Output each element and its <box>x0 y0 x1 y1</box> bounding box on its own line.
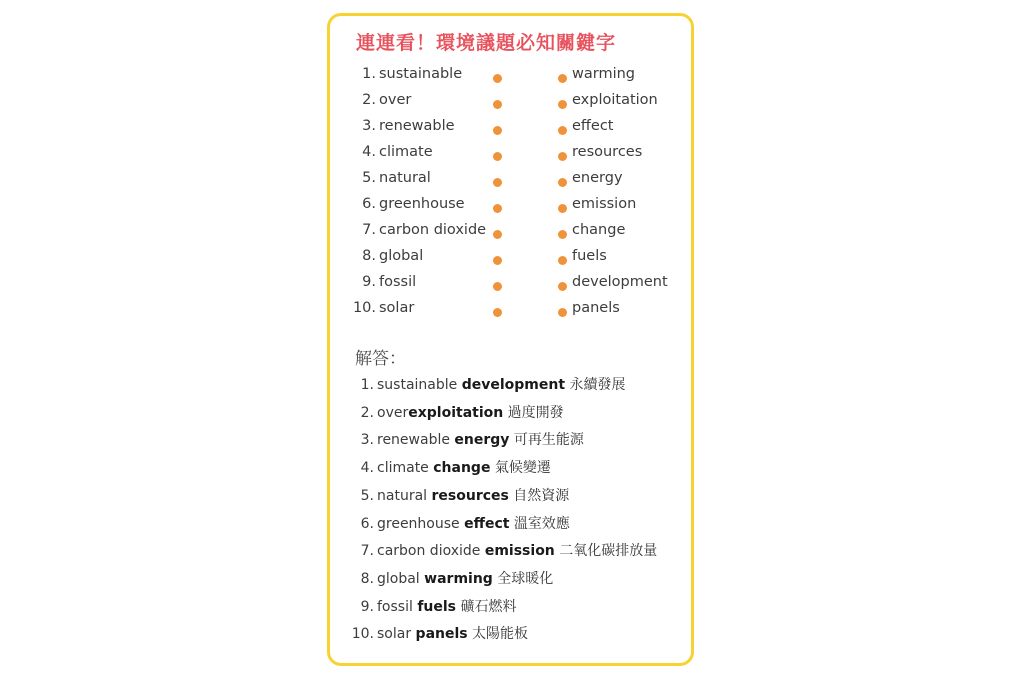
item-number: 1. <box>362 66 376 82</box>
answer-word: change <box>433 460 491 477</box>
answer-prefix: greenhouse <box>377 515 465 532</box>
right-term-text: exploitation <box>572 92 658 108</box>
match-row <box>330 300 691 326</box>
answer-word: emission <box>484 543 555 560</box>
left-dot[interactable] <box>493 308 502 317</box>
item-number: 8. <box>362 248 376 264</box>
match-row <box>330 144 691 170</box>
match-row <box>330 66 691 92</box>
answer-item <box>350 374 626 400</box>
answer-item <box>350 568 553 594</box>
answer-translation: 太陽能板 <box>467 626 529 643</box>
answer-heading: 解答： <box>355 349 406 369</box>
answer-number: 5. <box>360 487 374 504</box>
left-dot[interactable] <box>493 152 502 161</box>
right-term-text: change <box>572 222 626 238</box>
answer-number: 2. <box>360 404 374 421</box>
left-term <box>352 248 492 264</box>
answer-translation: 礦石燃料 <box>456 598 517 615</box>
right-term-text: emission <box>572 196 637 212</box>
left-term-text: fossil <box>379 274 417 290</box>
answer-word: exploitation <box>408 404 504 421</box>
left-term <box>352 196 492 212</box>
answer-prefix: climate <box>377 460 434 477</box>
answer-item <box>350 596 516 622</box>
right-term-text: development <box>572 274 668 290</box>
answer-word: energy <box>454 432 510 449</box>
right-dot[interactable] <box>558 178 567 187</box>
right-dot[interactable] <box>558 230 567 239</box>
left-term <box>352 118 492 134</box>
item-number: 9. <box>362 274 376 290</box>
answer-item <box>350 623 528 649</box>
answer-word: panels <box>415 626 468 643</box>
right-dot[interactable] <box>558 204 567 213</box>
matching-exercise <box>330 66 691 326</box>
match-row <box>330 170 691 196</box>
item-number: 6. <box>362 196 376 212</box>
left-dot[interactable] <box>493 256 502 265</box>
answer-number: 8. <box>360 570 374 587</box>
right-term-text: energy <box>572 170 623 186</box>
answer-prefix: over <box>377 404 409 421</box>
right-dot[interactable] <box>558 308 567 317</box>
left-term-text: solar <box>379 300 415 316</box>
left-term-text: renewable <box>379 118 455 134</box>
left-dot[interactable] <box>493 100 502 109</box>
answer-number: 9. <box>360 598 374 615</box>
left-term-text: over <box>379 92 412 108</box>
answer-prefix: carbon dioxide <box>377 543 485 560</box>
answer-prefix: natural <box>377 487 432 504</box>
answer-item <box>350 540 657 566</box>
answer-word: development <box>461 377 566 393</box>
answer-translation: 自然資源 <box>508 487 570 504</box>
left-term <box>352 144 492 160</box>
answer-translation: 永續發展 <box>565 377 626 393</box>
left-term <box>352 274 492 290</box>
answer-prefix: solar <box>377 626 416 643</box>
answer-prefix: fossil <box>377 598 418 615</box>
left-term-text: carbon dioxide <box>379 222 487 238</box>
answer-word: effect <box>464 515 510 532</box>
answer-word: fuels <box>417 598 456 615</box>
right-dot[interactable] <box>558 256 567 265</box>
left-term <box>352 222 492 238</box>
card-title: 連連看！環境議題必知關鍵字 <box>356 32 617 54</box>
answer-item <box>350 457 551 483</box>
answer-item <box>350 402 564 428</box>
left-term <box>352 170 492 186</box>
item-number: 7. <box>362 222 376 238</box>
left-term <box>352 92 492 108</box>
item-number: 5. <box>362 170 376 186</box>
left-dot[interactable] <box>493 204 502 213</box>
answer-number: 3. <box>360 432 374 449</box>
right-dot[interactable] <box>558 282 567 291</box>
answer-number: 4. <box>360 460 374 477</box>
answer-number: 6. <box>360 515 374 532</box>
answer-translation: 溫室效應 <box>509 515 570 532</box>
match-row <box>330 274 691 300</box>
match-row <box>330 248 691 274</box>
item-number: 2. <box>362 92 376 108</box>
right-term-text: effect <box>572 118 614 134</box>
answer-translation: 二氧化碳排放量 <box>554 543 658 560</box>
left-dot[interactable] <box>493 74 502 83</box>
left-dot[interactable] <box>493 282 502 291</box>
right-dot[interactable] <box>558 126 567 135</box>
right-dot[interactable] <box>558 100 567 109</box>
left-term-text: natural <box>379 170 431 186</box>
left-term-text: climate <box>379 144 433 160</box>
answer-translation: 過度開發 <box>503 404 564 421</box>
answer-translation: 氣候變遷 <box>490 460 551 477</box>
left-term <box>352 300 492 316</box>
left-term <box>352 66 492 82</box>
answer-word: warming <box>424 570 493 587</box>
item-number: 10. <box>352 300 376 316</box>
answer-prefix: sustainable <box>377 377 462 393</box>
answer-translation: 可再生能源 <box>509 432 584 449</box>
item-number: 4. <box>362 144 376 160</box>
answer-item <box>350 485 569 511</box>
item-number: 3. <box>362 118 376 134</box>
right-term-text: warming <box>572 66 635 82</box>
answer-number: 1. <box>360 377 374 393</box>
left-dot[interactable] <box>493 230 502 239</box>
left-term-text: global <box>379 248 424 264</box>
right-term-text: fuels <box>572 248 607 264</box>
right-term-text: panels <box>572 300 620 316</box>
right-dot[interactable] <box>558 152 567 161</box>
answer-prefix: renewable <box>377 432 455 449</box>
match-row <box>330 92 691 118</box>
vocabulary-card <box>327 13 694 666</box>
match-row <box>330 196 691 222</box>
left-term-text: greenhouse <box>379 196 465 212</box>
answer-item <box>350 429 584 455</box>
answer-number: 7. <box>360 543 374 560</box>
left-term-text: sustainable <box>379 66 463 82</box>
answer-prefix: global <box>377 570 425 587</box>
right-term-text: resources <box>572 144 643 160</box>
answer-translation: 全球暖化 <box>492 570 554 587</box>
answer-number: 10. <box>351 626 374 643</box>
match-row <box>330 118 691 144</box>
match-row <box>330 222 691 248</box>
left-dot[interactable] <box>493 126 502 135</box>
left-dot[interactable] <box>493 178 502 187</box>
right-dot[interactable] <box>558 74 567 83</box>
answer-word: resources <box>431 487 509 504</box>
answer-item <box>350 513 570 539</box>
